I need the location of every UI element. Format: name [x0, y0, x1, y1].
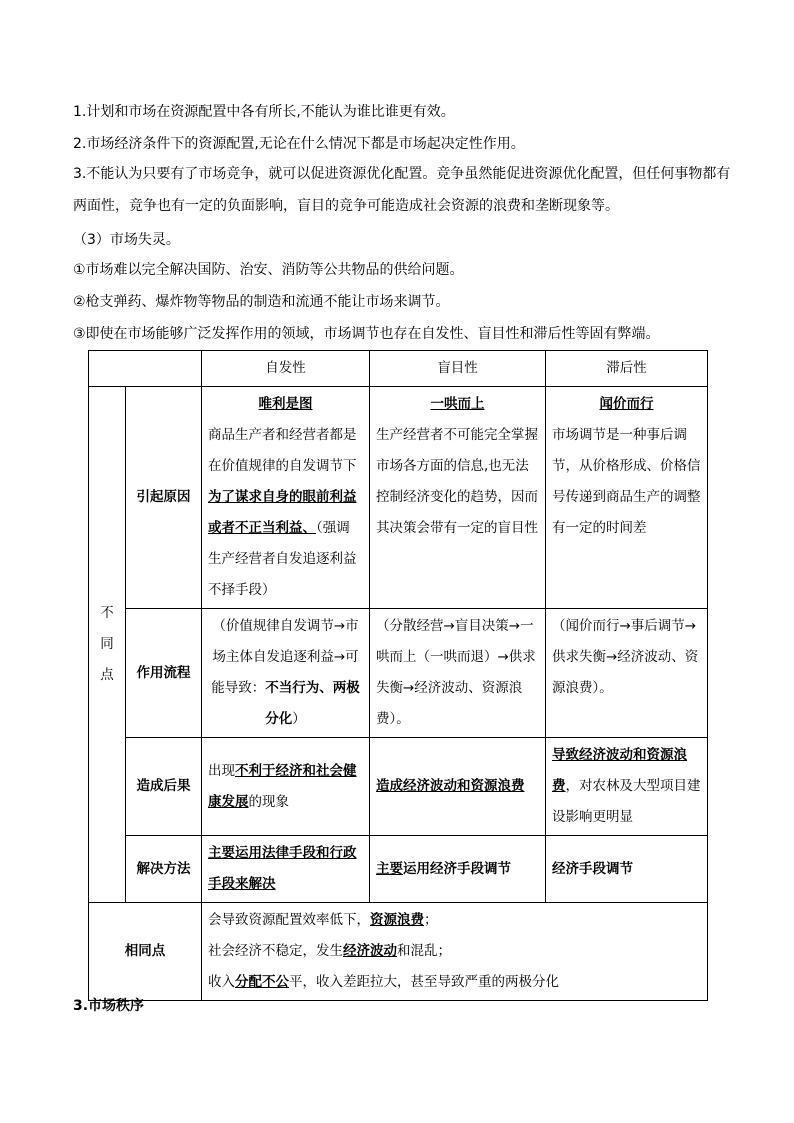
section-heading-market-order: 3.市场秩序 [73, 998, 145, 1014]
cell-solution-spontaneity: 主要运用法律手段和行政手段来解决 [202, 836, 370, 903]
table-row-similarities [89, 903, 708, 1001]
table-row-result [89, 738, 708, 836]
row-label-process: 作用流程 [126, 609, 202, 738]
table-row-process [89, 609, 708, 738]
paragraph-market-failure: （3）市场失灵。 [73, 232, 180, 248]
cell-process-lag: （闻价而行→事后调节→供求失衡→经济波动、资源浪费）。 [546, 609, 708, 738]
paragraph-item-3: ③即使在市场能够广泛发挥作用的领域，市场调节也存在自发性、盲目性和滞后性等固有弊端。 [73, 326, 660, 342]
header-blindness: 盲目性 [370, 351, 546, 387]
row-label-result: 造成后果 [126, 738, 202, 836]
cell-result-spontaneity: 出现不利于经济和社会健康发展的现象 [202, 738, 370, 836]
cell-similarities: 会导致资源配置效率低下，资源浪费； 社会经济不稳定，发生经济波动和混乱； 收入分配不公平，收入差距拉大，甚至导致严重的两极分化 [202, 903, 708, 1001]
table-row-cause [89, 387, 708, 609]
cell-solution-blindness: 主要运用经济手段调节 [370, 836, 546, 903]
paragraph-3: 3.不能认为只要有了市场竞争，就可以促进资源优化配置。竞争虽然能促进资源优化配置，但任何事物都有两面性，竞争也有一定的负面影响，盲目的竞争可能造成社会资源的浪费和垄断现象等。 [73, 166, 731, 214]
table-row-solution [89, 836, 708, 903]
header-lag: 滞后性 [546, 351, 708, 387]
cell-solution-lag: 经济手段调节 [546, 836, 708, 903]
row-label-solution: 解决方法 [126, 836, 202, 903]
cell-process-blindness: （分散经营→盲目决策→一哄而上（一哄而退）→供求失衡→经济波动、资源浪费）。 [370, 609, 546, 738]
cell-cause-lag: 闻价而行 市场调节是一种事后调节，从价格形成、价格信号传递到商品生产的调整有一定的时间差 [546, 387, 708, 609]
row-label-similarities: 相同点 [89, 903, 202, 1001]
paragraph-1: 1.计划和市场在资源配置中各有所长,不能认为谁比谁更有效。 [73, 104, 455, 120]
paragraph-item-2: ②枪支弹药、爆炸物等物品的制造和流通不能让市场来调节。 [73, 294, 450, 310]
differences-label: 不 同 点 [89, 387, 126, 903]
cell-process-spontaneity: （价值规律自发调节→市场主体自发追逐利益→可能导致：不当行为、两极分化） [202, 609, 370, 738]
comparison-table [88, 350, 708, 1001]
row-label-cause: 引起原因 [126, 387, 202, 609]
paragraph-item-1: ①市场难以完全解决国防、治安、消防等公共物品的供给问题。 [73, 262, 464, 278]
table-header-row [89, 351, 708, 387]
header-spontaneity: 自发性 [202, 351, 370, 387]
cell-cause-blindness: 一哄而上 生产经营者不可能完全掌握市场各方面的信息,也无法控制经济变化的趋势，因而其决策会带有一定的盲目性 [370, 387, 546, 609]
header-empty-cell [89, 351, 202, 387]
paragraph-2: 2.市场经济条件下的资源配置,无论在什么情况下都是市场起决定性作用。 [73, 136, 525, 152]
cell-result-blindness: 造成经济波动和资源浪费 [370, 738, 546, 836]
cell-cause-spontaneity: 唯利是图 商品生产者和经营者都是在价值规律的自发调节下为了谋求自身的眼前利益或者不正当利益、（强调生产经营者自发追逐利益不择手段） [202, 387, 370, 609]
cell-result-lag: 导致经济波动和资源浪费，对农林及大型项目建设影响更明显 [546, 738, 708, 836]
